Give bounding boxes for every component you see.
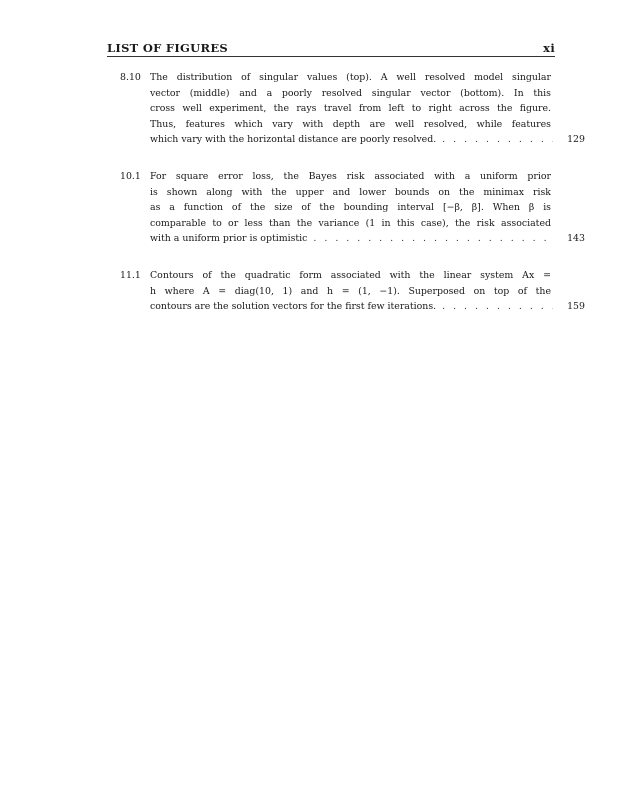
figure-caption (150, 70, 585, 148)
caption-line: as a function of the size of the bounding interval [−β, β]. When β is (150, 202, 551, 214)
caption-line: For square error loss, the Bayes risk associated with a uniform prior (150, 170, 551, 182)
figure-list (107, 70, 585, 336)
caption-line: vector (middle) and a poorly resolved singular vector (bottom). In this (150, 87, 551, 99)
figure-number: 11.1 (120, 269, 141, 281)
caption-line: Contours of the quadratic form associated with the linear system Ax = (150, 269, 551, 281)
header-title: LIST OF FIGURES (107, 41, 229, 55)
dot-leader (442, 132, 553, 148)
figure-caption (150, 169, 585, 247)
figure-entry-11-1[interactable] (107, 268, 585, 315)
figure-number: 8.10 (120, 72, 141, 83)
dot-leader (313, 231, 553, 247)
caption-last-line (150, 299, 585, 315)
caption-line: with a uniform prior is optimistic (150, 233, 308, 245)
figure-entry-10-1[interactable] (107, 169, 585, 247)
figure-number: 10.1 (120, 170, 141, 182)
header-rule (107, 56, 555, 57)
page-number: 143 (567, 233, 585, 245)
dot-leader (442, 299, 553, 315)
figure-caption (150, 268, 585, 315)
caption-line: cross well experiment, the rays travel from left to right across the figure. (150, 103, 551, 115)
running-header (107, 41, 555, 55)
caption-line: contours are the solution vectors for the first few iterations. (150, 301, 437, 313)
caption-line: h where A = diag(10, 1) and h = (1, −1). Superposed on top of the (150, 285, 551, 297)
page-number: 159 (567, 301, 585, 313)
caption-line: The distribution of singular values (top). A well resolved model singular (150, 72, 551, 83)
caption-line: which vary with the horizontal distance are poorly resolved. (150, 134, 437, 146)
caption-line: Thus, features which vary with depth are well resolved, while features (150, 118, 551, 130)
header-page-number: xi (543, 41, 555, 55)
caption-last-line (150, 132, 585, 148)
page-number: 129 (567, 134, 585, 146)
caption-line: is shown along with the upper and lower bounds on the minimax risk (150, 186, 551, 198)
caption-last-line (150, 231, 585, 247)
figure-entry-8-10[interactable] (107, 70, 585, 148)
caption-line: comparable to or less than the variance (1 in this case), the risk associated (150, 217, 551, 229)
